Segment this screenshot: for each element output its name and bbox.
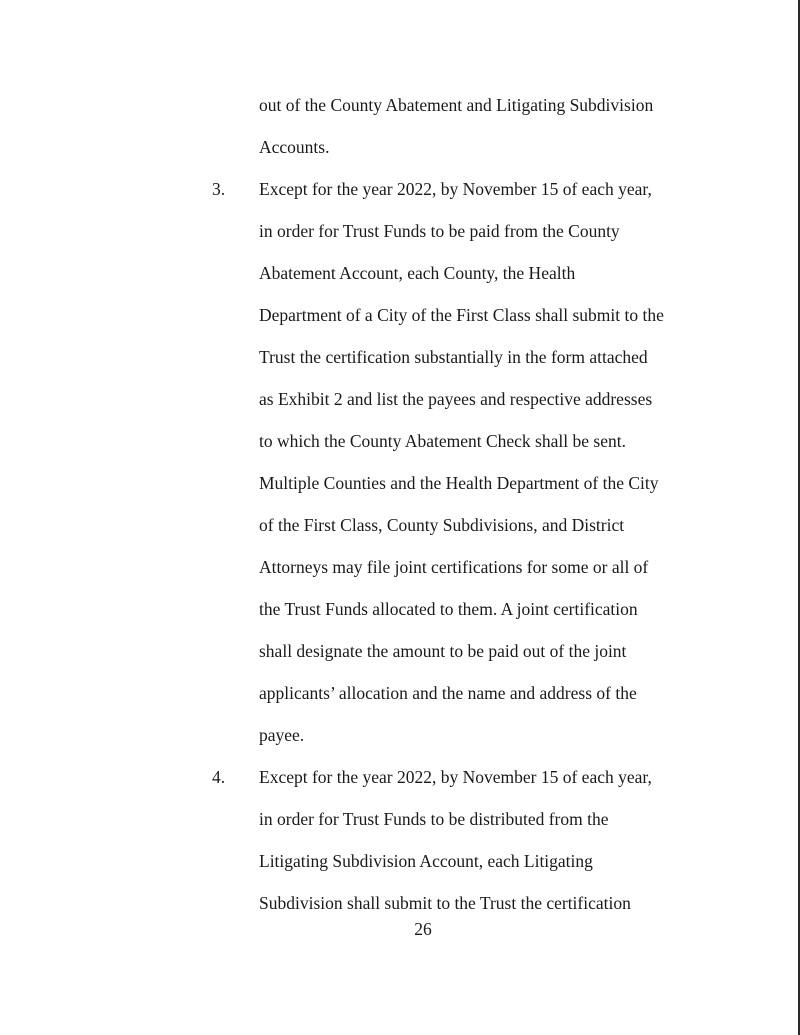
item-3-line-13: applicants’ allocation and the name and address of the <box>259 683 637 703</box>
item-4-line-2: in order for Trust Funds to be distributed from the <box>259 809 609 829</box>
intro-line-2: Accounts. <box>259 137 330 157</box>
intro-line-1: out of the County Abatement and Litigating Subdivision <box>259 95 654 115</box>
item-4-line-3: Litigating Subdivision Account, each Litigating <box>259 851 593 871</box>
page-number: 26 <box>414 919 432 939</box>
item-4-line-1: Except for the year 2022, by November 15 of each year, <box>259 767 652 787</box>
item-3-line-3: Abatement Account, each County, the Health <box>259 263 576 283</box>
item-4-number: 4. <box>212 767 226 787</box>
item-3-line-10: Attorneys may file joint certifications for some or all of <box>259 557 649 577</box>
item-3-line-4: Department of a City of the First Class shall submit to the <box>259 305 664 325</box>
item-3-line-14: payee. <box>259 725 305 745</box>
item-3-line-5: Trust the certification substantially in the form attached <box>259 347 648 367</box>
item-3-line-12: shall designate the amount to be paid out of the joint <box>259 641 627 661</box>
item-3-line-6: as Exhibit 2 and list the payees and respective addresses <box>259 389 653 409</box>
item-3-line-8: Multiple Counties and the Health Department of the City <box>259 473 659 493</box>
item-3-line-1: Except for the year 2022, by November 15 of each year, <box>259 179 652 199</box>
item-3-line-7: to which the County Abatement Check shall be sent. <box>259 431 626 451</box>
item-3-number: 3. <box>212 179 226 199</box>
item-3-line-11: the Trust Funds allocated to them. A joint certification <box>259 599 638 619</box>
item-3-line-2: in order for Trust Funds to be paid from the County <box>259 221 620 241</box>
item-4-line-4: Subdivision shall submit to the Trust the certification <box>259 893 631 913</box>
item-3-line-9: of the First Class, County Subdivisions, and District <box>259 515 625 535</box>
